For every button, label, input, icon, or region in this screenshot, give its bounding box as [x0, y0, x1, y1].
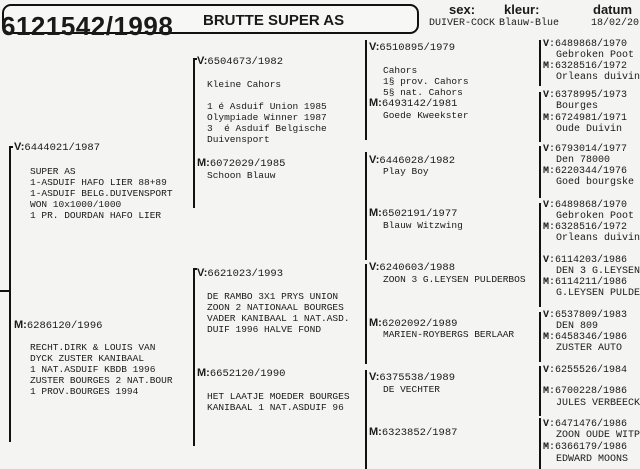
- gen3-line-2: [365, 152, 367, 260]
- gen2-father-line: [193, 58, 195, 208]
- mmf-id: V:6375538/1989: [369, 371, 456, 384]
- gen4-line-5: [539, 257, 541, 307]
- gen4-line-6: [539, 312, 541, 362]
- g4-mother: M:6220344/1976: [543, 166, 628, 177]
- g4-mother-name: Orleans duivin: [556, 72, 640, 83]
- g4-father: V:6114203/1986: [543, 255, 628, 266]
- ring-number: 6121542/1998: [1, 11, 174, 41]
- fmm-info: Blauw Witzwing: [383, 220, 463, 231]
- g4-father: V:6255526/1984: [543, 365, 628, 376]
- mmf-info: DE VECHTER: [383, 384, 441, 395]
- g4-father: V:6489868/1970: [543, 39, 628, 50]
- g4-mother: M:6328516/1972: [543, 222, 628, 233]
- g4-father-name: Gebroken Poot: [556, 50, 635, 61]
- g4-father-name: ZOON OUDE WITP: [556, 430, 640, 441]
- g4-mother-name: Goed bourgske: [556, 177, 635, 188]
- mm-info: HET LAATJE MOEDER BOURGES KANIBAAL 1 NAT.ASDUIF 96: [207, 391, 350, 413]
- g4-mother-name: Orleans duivin: [556, 233, 640, 244]
- g4-mother: M:6114211/1986: [543, 277, 628, 288]
- mff-id: V:6240603/1988: [369, 261, 456, 274]
- ffm-id: M:6493142/1981: [369, 97, 458, 110]
- g4-mother-name: EDWARD MOONS: [556, 454, 629, 465]
- fm-info: Schoon Blauw: [207, 170, 276, 181]
- g4-father-name: Den 78000: [556, 155, 611, 166]
- bracket: [9, 146, 13, 153]
- gen4-line-7: [539, 366, 541, 416]
- fmf-info: Play Boy: [383, 166, 429, 177]
- ff-info: Kleine Cahors 1 é Asduif Union 1985 Olympiade Winner 1987 3 é Asduif Belgische Duivensport: [207, 79, 327, 145]
- gen4-line-4: [539, 203, 541, 258]
- fm-id: M:6072029/1985: [197, 157, 286, 170]
- g4-father-name: DEN 809: [556, 321, 599, 332]
- g4-mother: M:6366179/1986: [543, 442, 628, 453]
- mf-id: V:6621023/1993: [197, 267, 284, 280]
- mfm-id: M:6202092/1989: [369, 317, 458, 330]
- g4-father: V:6537809/1983: [543, 310, 628, 321]
- g4-mother: M:6458346/1986: [543, 332, 628, 343]
- color-value: Blauw-Blue: [499, 18, 560, 29]
- g4-father: V:6378995/1973: [543, 90, 628, 101]
- fmm-id: M:6502191/1977: [369, 207, 458, 220]
- g4-mother-name: G.LEYSEN PULDE: [556, 288, 640, 299]
- mother-id: M:6286120/1996: [14, 319, 103, 332]
- g4-father: V:6793014/1977: [543, 144, 628, 155]
- g4-mother: M:6700228/1986: [543, 386, 628, 397]
- fmf-id: V:6446028/1982: [369, 154, 456, 167]
- fff-id: V:6510895/1979: [369, 41, 456, 54]
- sex-label: sex:: [449, 2, 476, 17]
- gen3-line-4: [365, 370, 367, 469]
- sex-value: DUIVER-COCK: [429, 18, 496, 29]
- date-label: datum: [593, 2, 632, 17]
- fff-info: Cahors 1§ prov. Cahors 5§ nat. Cahors: [383, 65, 469, 98]
- gen4-line-3: [539, 146, 541, 198]
- gen4-line-8: [539, 418, 541, 469]
- father-info: SUPER AS 1-ASDUIF HAFO LIER 88+89 1-ASDUIF BELG.DUIVENSPORT WON 10x1000/1000 1 PR. DOURDAN HAFO LIER: [30, 166, 173, 221]
- g4-father: V:6489868/1970: [543, 200, 628, 211]
- gen4-line-2: [539, 92, 541, 142]
- g4-father: V:6471476/1986: [543, 419, 628, 430]
- gen3-line-3: [365, 264, 367, 364]
- mother-info: RECHT.DIRK & LOUIS VAN DYCK ZUSTER KANIBAAL 1 NAT.ASDUIF KBDB 1996 ZUSTER BOURGES 2 NAT.BOUR 1 PROV.BOURGES 1994: [30, 342, 173, 397]
- color-label: kleur:: [504, 2, 540, 17]
- mmm-id: M:6323852/1987: [369, 426, 458, 439]
- g4-mother: M:6724981/1971: [543, 113, 628, 124]
- gen2-mother-line: [193, 268, 195, 446]
- mfm-info: MARIEN-ROYBERGS BERLAAR: [383, 329, 515, 340]
- date-value: 18/02/20: [591, 18, 640, 29]
- subject-connector: [0, 290, 10, 292]
- pigeon-name: BRUTTE SUPER AS: [203, 12, 345, 29]
- father-id: V:6444021/1987: [14, 141, 101, 154]
- g4-mother-name: ZUSTER AUTO: [556, 343, 623, 354]
- mf-info: DE RAMBO 3X1 PRYS UNION ZOON 2 NATIONAAL BOURGES VADER KANIBAAL 1 NAT.ASD. DUIF 1996 HALVE FOND: [207, 291, 350, 335]
- g4-mother-name: Oude Duivin: [556, 124, 623, 135]
- g4-mother: M:6328516/1972: [543, 61, 628, 72]
- g4-father-name: DEN 3 G.LEYSEN: [556, 266, 640, 277]
- ffm-info: Goede Kweekster: [383, 110, 469, 121]
- g4-father-name: Gebroken Poot: [556, 211, 635, 222]
- gen3-line-1: [365, 40, 367, 140]
- mff-info: ZOON 3 G.LEYSEN PULDERBOS: [383, 274, 526, 285]
- g4-mother-name: JULES VERBEECK: [556, 398, 640, 409]
- gen4-line-1: [539, 40, 541, 86]
- ff-id: V:6504673/1982: [197, 55, 284, 68]
- g4-father-name: Bourges: [556, 101, 599, 112]
- gen1-line: [9, 146, 11, 442]
- mm-id: M:6652120/1990: [197, 367, 286, 380]
